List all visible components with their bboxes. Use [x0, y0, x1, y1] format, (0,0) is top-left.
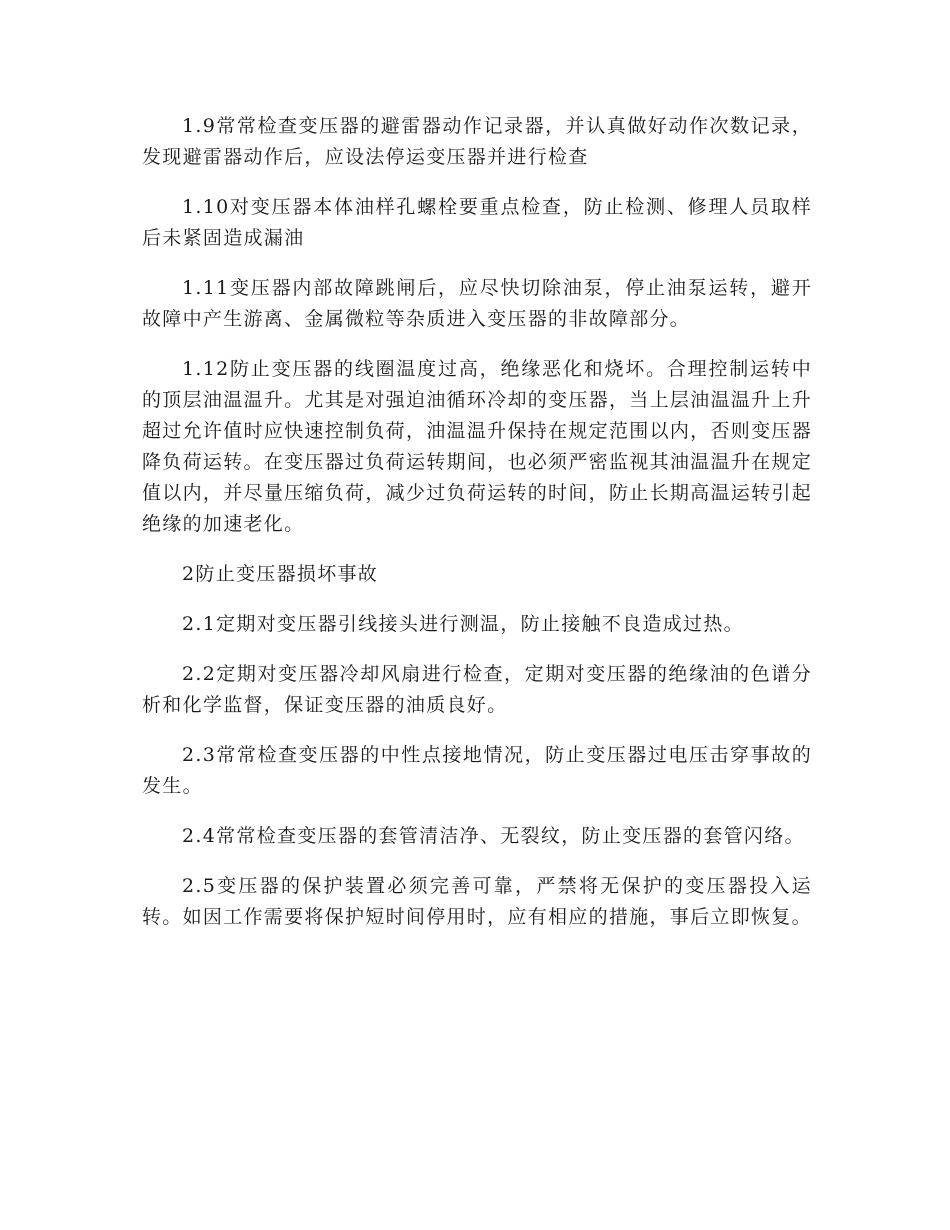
paragraph-1-9: 1.9常常检查变压器的避雷器动作记录器，并认真做好动作次数记录，发现避雷器动作后，应设法停运变压器并进行检查	[142, 115, 812, 168]
section-heading-2: 2防止变压器损坏事故	[182, 563, 379, 585]
paragraph-1-10: 1.10对变压器本体油样孔螺栓要重点检查，防止检测、修理人员取样后未紧固造成漏油	[142, 196, 812, 249]
paragraph-2-3: 2.3常常检查变压器的中性点接地情况，防止变压器过电压击穿事故的发生。	[142, 744, 812, 797]
paragraph-2-2: 2.2定期对变压器冷却风扇进行检查，定期对变压器的绝缘油的色谱分析和化学监督，保证变压器的油质良好。	[142, 663, 812, 716]
paragraph-2-4: 2.4常常检查变压器的套管清洁净、无裂纹，防止变压器的套管闪络。	[182, 825, 805, 847]
paragraph-2-1: 2.1定期对变压器引线接头进行测温，防止接触不良造成过热。	[182, 613, 744, 635]
paragraph-1-12: 1.12防止变压器的线圈温度过高，绝缘恶化和烧坏。合理控制运转中的顶层油温温升。尤其是对强迫油循环冷却的变压器，当上层油温温升上升超过允许值时应快速控制负荷，油温温升保持在规定范围以内，否则变压器降负荷运转。在变压器过负荷运转期间，也必须严密监视其油温温升在规定值以内，并尽量压缩负荷，减少过负荷运转的时间，防止长期高温运转引起绝缘的加速老化。	[142, 358, 812, 535]
paragraph-1-11: 1.11变压器内部故障跳闸后，应尽快切除油泵，停止油泵运转，避开故障中产生游离、金属微粒等杂质进入变压器的非故障部分。	[142, 277, 812, 330]
paragraph-2-5: 2.5变压器的保护装置必须完善可靠，严禁将无保护的变压器投入运转。如因工作需要将保护短时间停用时，应有相应的措施，事后立即恢复。	[142, 875, 812, 928]
